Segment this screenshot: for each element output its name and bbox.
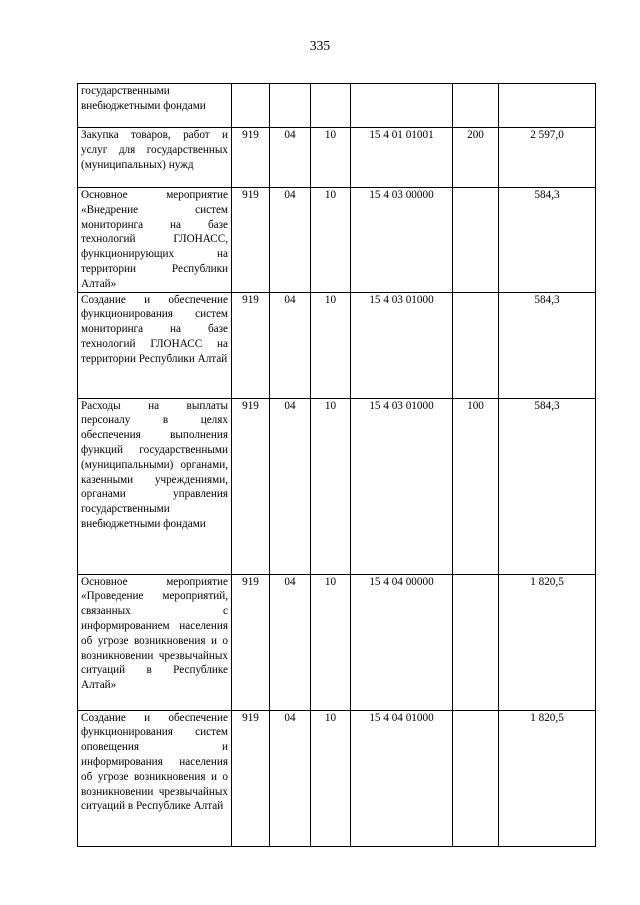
pr-cell: 10 bbox=[311, 292, 351, 398]
csr-cell: 15 4 04 01000 bbox=[351, 710, 453, 846]
sum-cell: 1 820,5 bbox=[499, 574, 596, 710]
rz-cell bbox=[270, 84, 311, 128]
row-name-cell: Основное мероприятие «Проведение мероприятий, связанных с информированием населения об угрозе возникновения и о возникновении чрезвычайных ситуаций в Республике Алтай» bbox=[78, 574, 232, 710]
pr-cell: 10 bbox=[311, 398, 351, 574]
sum-cell bbox=[499, 84, 596, 128]
rz-cell: 04 bbox=[270, 128, 311, 188]
row-name-cell: Создание и обеспечение функционирования систем оповещения и информирования населения об угрозе возникновения и о возникновении чрезвычайных ситуаций в Республике Алтай bbox=[78, 710, 232, 846]
csr-cell: 15 4 04 00000 bbox=[351, 574, 453, 710]
page-number: 335 bbox=[309, 38, 331, 53]
table-row bbox=[78, 710, 596, 846]
gr-cell: 919 bbox=[232, 398, 270, 574]
row-name-cell: Расходы на выплаты персоналу в целях обеспечения выполнения функций государственными (муниципальными) органами, казенными учреждениями, органами управления государственными внебюджетными фондами bbox=[78, 398, 232, 574]
table-row bbox=[78, 84, 596, 128]
csr-cell: 15 4 03 01000 bbox=[351, 398, 453, 574]
sum-cell: 584,3 bbox=[499, 292, 596, 398]
vr-cell: 200 bbox=[453, 128, 499, 188]
vr-cell bbox=[453, 292, 499, 398]
table-row bbox=[78, 188, 596, 293]
gr-cell: 919 bbox=[232, 574, 270, 710]
vr-cell bbox=[453, 574, 499, 710]
csr-cell: 15 4 03 01000 bbox=[351, 292, 453, 398]
table-row bbox=[78, 128, 596, 188]
csr-cell: 15 4 01 01001 bbox=[351, 128, 453, 188]
gr-cell: 919 bbox=[232, 128, 270, 188]
sum-cell: 584,3 bbox=[499, 188, 596, 293]
pr-cell bbox=[311, 84, 351, 128]
gr-cell: 919 bbox=[232, 292, 270, 398]
rz-cell: 04 bbox=[270, 574, 311, 710]
vr-cell bbox=[453, 84, 499, 128]
row-name-cell: государственными внебюджетными фондами bbox=[78, 84, 232, 128]
row-name-cell: Создание и обеспечение функционирования систем мониторинга на базе технологий ГЛОНАСС на территории Республики Алтай bbox=[78, 292, 232, 398]
budget-table bbox=[77, 83, 596, 847]
csr-cell bbox=[351, 84, 453, 128]
vr-cell bbox=[453, 188, 499, 293]
rz-cell: 04 bbox=[270, 292, 311, 398]
row-name-cell: Основное мероприятие «Внедрение систем мониторинга на базе технологий ГЛОНАСС, функционирующих на территории Республики Алтай» bbox=[78, 188, 232, 293]
gr-cell: 919 bbox=[232, 710, 270, 846]
pr-cell: 10 bbox=[311, 710, 351, 846]
gr-cell bbox=[232, 84, 270, 128]
csr-cell: 15 4 03 00000 bbox=[351, 188, 453, 293]
pr-cell: 10 bbox=[311, 188, 351, 293]
sum-cell: 584,3 bbox=[499, 398, 596, 574]
table-row bbox=[78, 574, 596, 710]
gr-cell: 919 bbox=[232, 188, 270, 293]
table-row bbox=[78, 398, 596, 574]
row-name-cell: Закупка товаров, работ и услуг для государственных (муниципальных) нужд bbox=[78, 128, 232, 188]
pr-cell: 10 bbox=[311, 574, 351, 710]
vr-cell bbox=[453, 710, 499, 846]
rz-cell: 04 bbox=[270, 188, 311, 293]
pr-cell: 10 bbox=[311, 128, 351, 188]
table-row bbox=[78, 292, 596, 398]
sum-cell: 2 597,0 bbox=[499, 128, 596, 188]
rz-cell: 04 bbox=[270, 710, 311, 846]
rz-cell: 04 bbox=[270, 398, 311, 574]
sum-cell: 1 820,5 bbox=[499, 710, 596, 846]
vr-cell: 100 bbox=[453, 398, 499, 574]
